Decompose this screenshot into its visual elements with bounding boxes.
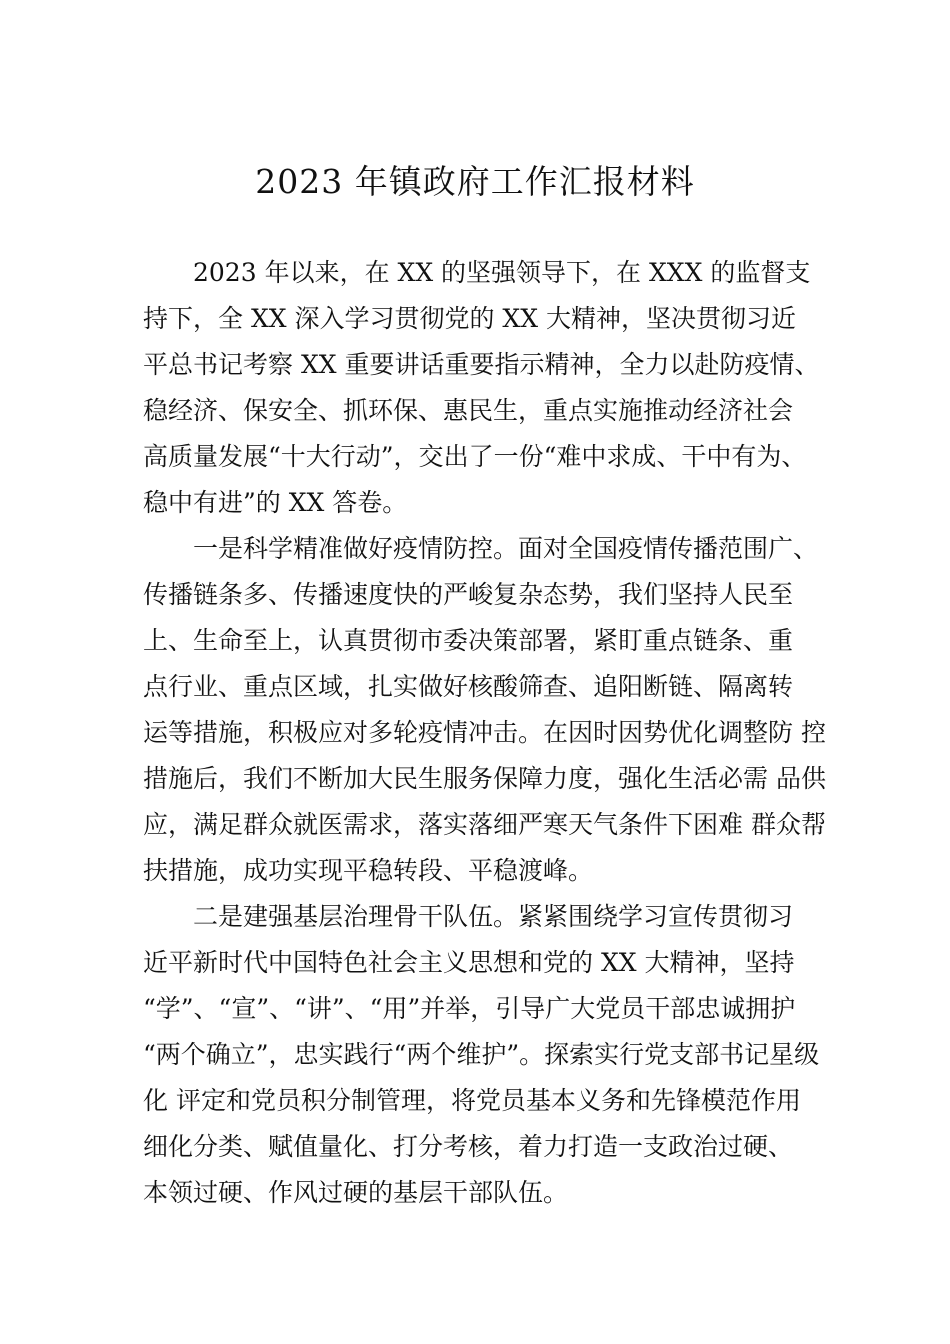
document-title: 2023 年镇政府工作汇报材料 — [255, 162, 695, 201]
paragraph-line: 上、生命至上，认真贯彻市委决策部署，紧盯重点链条、重 — [143, 626, 794, 655]
paragraph-line: 一是科学精准做好疫情防控。面对全国疫情传播范围广、 — [193, 534, 819, 563]
paragraph-line: 措施后，我们不断加大民生服务保障力度，强化生活必需 品供 — [143, 764, 826, 793]
paragraph-line: “两个确立”，忠实践行“两个维护”。探索实行党支部书记星级 — [143, 1040, 820, 1069]
paragraph-line: 点行业、重点区域，扎实做好核酸筛查、追阳断链、隔离转 — [143, 672, 794, 701]
paragraph-line: 二是建强基层治理骨干队伍。紧紧围绕学习宣传贯彻习 — [193, 902, 794, 931]
paragraph-line: 扶措施，成功实现平稳转段、平稳渡峰。 — [143, 856, 594, 885]
paragraph-line: 平总书记考察 XX 重要讲话重要指示精神，全力以赴防疫情、 — [143, 350, 820, 379]
paragraph-line: 本领过硬、作风过硬的基层干部队伍。 — [143, 1178, 569, 1207]
paragraph-line: “学”、“宣”、“讲”、“用”并举，引导广大党员干部忠诚拥护 — [143, 994, 796, 1023]
paragraph-line: 持下，全 XX 深入学习贯彻党的 XX 大精神，坚决贯彻习近 — [143, 304, 796, 333]
paragraph-line: 稳中有进”的 XX 答卷。 — [143, 488, 408, 517]
paragraph-line: 稳经济、保安全、抓环保、惠民生，重点实施推动经济社会 — [143, 396, 794, 425]
paragraph-line: 2023 年以来，在 XX 的坚强领导下，在 XXX 的监督支 — [193, 258, 811, 287]
paragraph-line: 应，满足群众就医需求，落实落细严寒天气条件下困难 群众帮 — [143, 810, 826, 839]
paragraph-line: 细化分类、赋值量化、打分考核，着力打造一支政治过硬、 — [143, 1132, 794, 1161]
paragraph-line: 化 评定和党员积分制管理，将党员基本义务和先锋模范作用 — [143, 1086, 801, 1115]
paragraph-line: 传播链条多、传播速度快的严峻复杂态势，我们坚持人民至 — [143, 580, 794, 609]
paragraph-line: 高质量发展“十大行动”，交出了一份“难中求成、干中有为、 — [143, 442, 807, 471]
paragraph-line: 运等措施，积极应对多轮疫情冲击。在因时因势优化调整防 控 — [143, 718, 826, 747]
paragraph-line: 近平新时代中国特色社会主义思想和党的 XX 大精神，坚持 — [143, 948, 795, 977]
